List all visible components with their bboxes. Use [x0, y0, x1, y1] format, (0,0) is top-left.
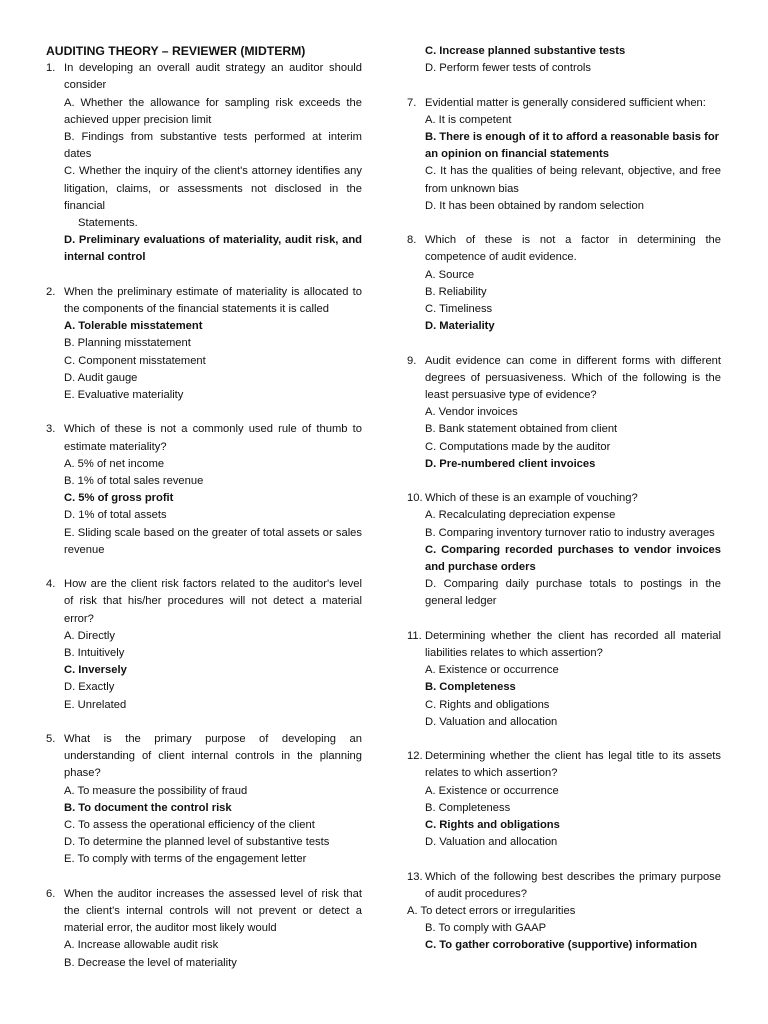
question-5 — [46, 731, 362, 869]
answer-option: C. To assess the operational efficiency of the client — [64, 819, 315, 832]
answer-option: D. Comparing daily purchase totals to postings in the general ledger — [425, 578, 721, 608]
question-number: 3. — [46, 423, 56, 436]
question-text: Which of these is not a factor in determining the competence of audit evidence. — [425, 234, 721, 264]
question-number: 9. — [407, 354, 417, 367]
document-title: AUDITING THEORY – REVIEWER (MIDTERM) — [46, 44, 306, 58]
answer-option: A. To detect errors or irregularities — [407, 905, 576, 918]
answer-option: E. To comply with terms of the engagement letter — [64, 853, 307, 866]
answer-option: A. It is competent — [425, 113, 512, 126]
answer-option-correct: C. Comparing recorded purchases to vendor invoices and purchase orders — [425, 543, 721, 574]
question-11 — [407, 628, 721, 731]
answer-option-correct: C. Increase planned substantive tests — [425, 45, 626, 57]
answer-option: E. Evaluative materiality — [64, 389, 184, 402]
answer-option: A. Whether the allowance for sampling risk exceeds the achieved upper precision limit — [64, 96, 362, 126]
question-number: 7. — [407, 96, 417, 109]
question-number: 2. — [46, 285, 56, 298]
question-7 — [407, 95, 721, 215]
answer-option-correct: D. Pre-numbered client invoices — [425, 457, 596, 470]
answer-option: C. Component misstatement — [64, 354, 206, 367]
question-6-continued — [407, 43, 721, 77]
question-number: 4. — [46, 578, 56, 591]
answer-option: A. To measure the possibility of fraud — [64, 784, 248, 797]
question-number: 1. — [46, 62, 56, 75]
answer-option-correct: C. Inversely — [64, 664, 127, 677]
answer-option: B. Comparing inventory turnover ratio to industry averages — [425, 526, 715, 539]
answer-option: C. Computations made by the auditor — [425, 440, 611, 453]
question-text: Which of these is an example of vouching? — [425, 492, 638, 505]
question-text: Which of these is not a commonly used rule of thumb to estimate materiality? — [64, 423, 362, 453]
answer-option: E. Sliding scale based on the greater of total assets or sales revenue — [64, 526, 362, 556]
answer-option: D. Audit gauge — [64, 371, 138, 384]
answer-option-correct: A. Tolerable misstatement — [64, 320, 203, 333]
question-number: 6. — [46, 887, 56, 900]
question-number: 12. — [407, 750, 423, 763]
answer-option-correct: B. Completeness — [425, 681, 516, 694]
answer-option: D. Perform fewer tests of controls — [425, 62, 591, 75]
answer-option: C. Rights and obligations — [425, 698, 550, 711]
question-1 — [46, 60, 362, 266]
question-8 — [407, 232, 721, 335]
answer-option: A. Vendor invoices — [425, 406, 518, 419]
question-text: What is the primary purpose of developing an understanding of client internal controls in the planning phase? — [64, 733, 362, 780]
question-number: 8. — [407, 234, 417, 247]
question-text: Audit evidence can come in different forms with different degrees of persuasiveness. Which of the following is the least persuasive type of evidence? — [425, 354, 721, 402]
question-number: 5. — [46, 733, 56, 746]
answer-option-continuation: Statements. — [78, 217, 138, 230]
question-text: When the preliminary estimate of materiality is allocated to the components of the financial statements it is called — [64, 285, 362, 316]
answer-option: B. Planning misstatement — [64, 337, 191, 350]
question-2 — [46, 284, 362, 404]
answer-option: D. Valuation and allocation — [425, 715, 558, 728]
question-text: Evidential matter is generally considered sufficient when: — [425, 96, 706, 109]
right-column — [407, 43, 721, 955]
answer-option-correct: C. 5% of gross profit — [64, 492, 174, 505]
answer-option: C. It has the qualities of being relevant, objective, and free from unknown bias — [425, 165, 721, 195]
answer-option: A. Existence or occurrence — [425, 784, 559, 797]
answer-option: B. Decrease the level of materiality — [64, 956, 237, 969]
left-column — [46, 43, 362, 972]
answer-option-correct: B. There is enough of it to afford a reasonable basis for an opinion on financial statements — [425, 131, 720, 161]
answer-option: A. Recalculating depreciation expense — [425, 509, 616, 522]
question-10 — [407, 490, 721, 610]
answer-option: B. Intuitively — [64, 647, 125, 660]
answer-option: D. Exactly — [64, 681, 115, 694]
answer-option-correct: D. Preliminary evaluations of materiality, audit risk, and internal control — [64, 234, 362, 264]
question-text: Determining whether the client has legal title to its assets relates to which assertion? — [425, 750, 721, 780]
question-9 — [407, 353, 721, 473]
answer-option: B. Reliability — [425, 285, 487, 298]
question-text: In developing an overall audit strategy an auditor should consider — [64, 62, 362, 92]
answer-option: D. 1% of total assets — [64, 509, 167, 522]
answer-option-correct: C. Rights and obligations — [425, 819, 560, 832]
answer-option: B. To comply with GAAP — [425, 922, 547, 935]
answer-option: E. Unrelated — [64, 698, 127, 711]
answer-option: A. Increase allowable audit risk — [64, 939, 219, 952]
answer-option: C. Timeliness — [425, 303, 493, 316]
question-6 — [46, 886, 362, 972]
question-text: Determining whether the client has recorded all material liabilities relates to which assertion? — [425, 629, 721, 660]
answer-option: A. Source — [425, 268, 475, 281]
answer-option: B. Completeness — [425, 801, 511, 814]
question-12 — [407, 748, 721, 851]
question-number: 10. — [407, 492, 423, 505]
answer-option-correct: D. Materiality — [425, 320, 495, 333]
answer-option: C. Whether the inquiry of the client's attorney identifies any litigation, claims, or assessments not disclosed in the financial — [64, 165, 362, 212]
answer-option: A. Directly — [64, 629, 115, 642]
answer-option: D. It has been obtained by random selection — [425, 199, 644, 212]
answer-option-correct: C. To gather corroborative (supportive) information — [425, 939, 698, 952]
answer-option: B. 1% of total sales revenue — [64, 475, 204, 488]
question-text: When the auditor increases the assessed level of risk that the client's internal controls will not prevent or detect a material error, the auditor most likely would — [64, 887, 362, 935]
answer-option: D. Valuation and allocation — [425, 836, 558, 849]
question-text: Which of the following best describes the primary purpose of audit procedures? — [425, 870, 721, 900]
answer-option: B. Bank statement obtained from client — [425, 423, 618, 436]
question-3 — [46, 421, 362, 559]
question-text: How are the client risk factors related to the auditor's level of risk that his/her procedures will not detect a material error? — [64, 578, 362, 625]
answer-option: A. 5% of net income — [64, 457, 165, 470]
question-number: 11. — [407, 629, 422, 642]
answer-option: B. Findings from substantive tests performed at interim dates — [64, 131, 362, 161]
question-13 — [407, 869, 721, 955]
answer-option: D. To determine the planned level of substantive tests — [64, 836, 330, 849]
answer-option: A. Existence or occurrence — [425, 664, 559, 677]
answer-option-correct: B. To document the control risk — [64, 801, 232, 814]
question-4 — [46, 576, 362, 714]
question-number: 13. — [407, 870, 423, 883]
